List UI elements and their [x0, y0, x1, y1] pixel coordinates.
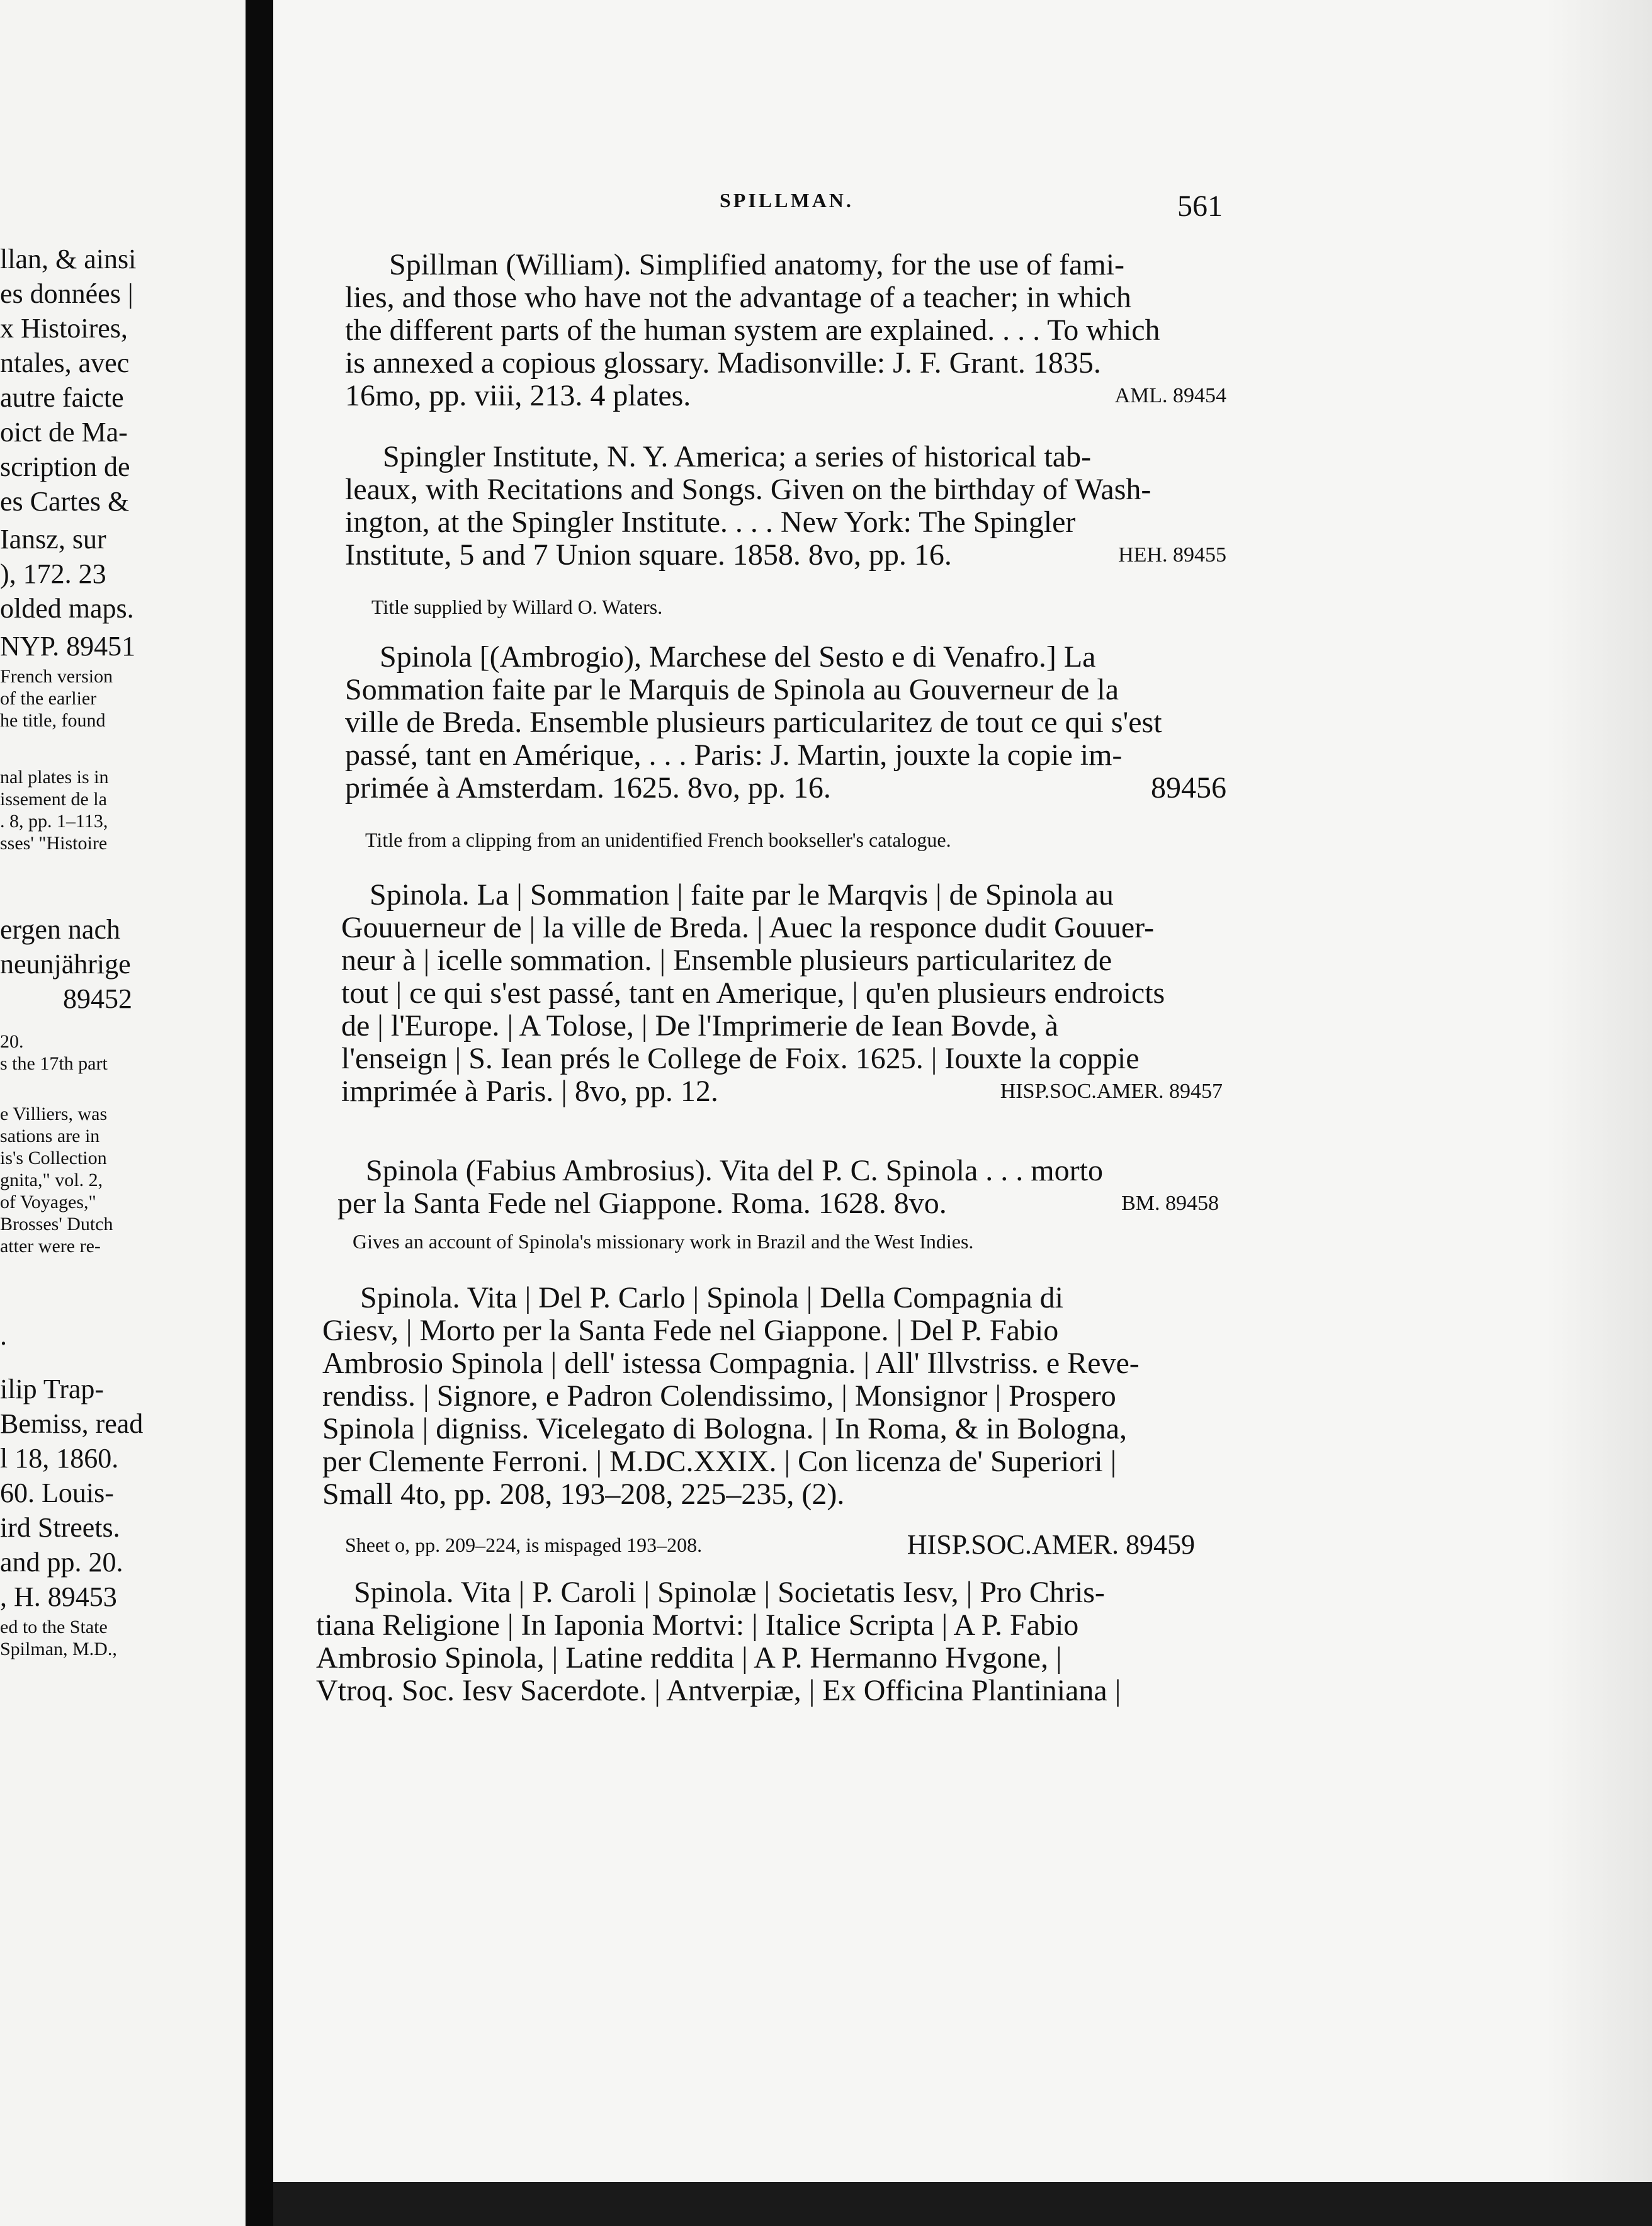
- entry-line: per la Santa Fede nel Giappone. Roma. 1628. 8vo. BM. 89458: [337, 1187, 1219, 1220]
- left-page-line: oict de Ma-: [0, 417, 128, 448]
- entry-line: Spinola [(Ambrogio), Marchese del Sesto e di Venafro.] La: [380, 640, 1096, 674]
- entry-line: imprimée à Paris. | 8vo, pp. 12. HISP.SOC.AMER. 89457: [341, 1075, 1223, 1108]
- entry-line: Ambrosio Spinola | dell' istessa Compagnia. | All' Illvstriss. e Reve-: [322, 1347, 1140, 1380]
- entry-line: per Clemente Ferroni. | M.DC.XXIX. | Con licenza de' Superiori |: [322, 1445, 1117, 1478]
- entry-89454: [345, 249, 1226, 412]
- entry-line: Spinola (Fabius Ambrosius). Vita del P. C. Spinola . . . morto: [366, 1154, 1103, 1187]
- left-page-line: ntales, avec: [0, 347, 130, 378]
- entry-line: l'enseign | S. Iean prés le College de Foix. 1625. | Iouxte la coppie: [341, 1042, 1140, 1075]
- entry-89458: [337, 1155, 1219, 1220]
- entry-89459: [322, 1282, 1204, 1511]
- entry-line: Gouuerneur de | la ville de Breda. | Auec la responce dudit Gouuer-: [341, 911, 1155, 944]
- entry-line: ington, at the Spingler Institute. . . . New York: The Spingler: [345, 506, 1076, 539]
- left-page-line: sses' "Histoire: [0, 833, 108, 854]
- left-page-line: he title, found: [0, 710, 106, 731]
- left-page-line: , H. 89453: [0, 1581, 117, 1612]
- entry-89456: [345, 641, 1226, 805]
- left-page-line: of Voyages,": [0, 1192, 96, 1212]
- entry-ref: HISP.SOC.AMER. 89457: [1000, 1080, 1223, 1103]
- left-page-line: Iansz, sur: [0, 524, 106, 555]
- left-page-line: . 8, pp. 1–113,: [0, 811, 108, 832]
- left-page-line: NYP. 89451: [0, 631, 136, 662]
- entry-line: ville de Breda. Ensemble plusieurs particularitez de tout ce qui s'est: [345, 706, 1162, 739]
- entry-89455: [345, 441, 1226, 572]
- entry-line: Giesv, | Morto per la Santa Fede nel Giappone. | Del P. Fabio: [322, 1314, 1059, 1347]
- entry-line: Institute, 5 and 7 Union square. 1858. 8vo, pp. 16. HEH. 89455: [345, 538, 1226, 572]
- entry-ref: 89456: [1151, 771, 1226, 805]
- entry-line: Ambrosio Spinola, | Latine reddita | A P. Hermanno Hvgone, |: [316, 1641, 1062, 1675]
- entry-line: Spinola. La | Sommation | faite par le Marqvis | de Spinola au: [370, 878, 1114, 912]
- left-page-line: 20.: [0, 1031, 24, 1052]
- page-edge-shadow: [1545, 0, 1652, 2226]
- left-page-line: es données |: [0, 278, 133, 309]
- left-page-line: autre faicte: [0, 382, 124, 413]
- entry-line: primée à Amsterdam. 1625. 8vo, pp. 16. 89456: [345, 771, 1226, 805]
- entry-line: the different parts of the human system are explained. . . . To which: [345, 314, 1160, 347]
- page-bottom-edge: [273, 2182, 1652, 2226]
- left-page-line: .: [0, 1320, 7, 1351]
- left-page-line: olded maps.: [0, 593, 134, 624]
- left-page-line: French version: [0, 666, 113, 687]
- left-page-line: issement de la: [0, 789, 107, 810]
- entry-line: 16mo, pp. viii, 213. 4 plates. AML. 89454: [345, 379, 1226, 412]
- entry-line: tout | ce qui s'est passé, tant en Amerique, | qu'en plusieurs endroicts: [341, 976, 1165, 1010]
- entry-ref: BM. 89458: [1121, 1192, 1219, 1215]
- entry-line: Spinola. Vita | P. Caroli | Spinolæ | Societatis Iesv, | Pro Chris-: [354, 1576, 1105, 1609]
- left-page-line: ed to the State: [0, 1617, 108, 1637]
- entry-line: Vtroq. Soc. Iesv Sacerdote. | Antverpiæ, | Ex Officina Plantiniana |: [316, 1674, 1121, 1707]
- left-page-line: 89452: [63, 983, 132, 1014]
- entry-89457: [341, 879, 1223, 1108]
- entry-line: Spingler Institute, N. Y. America; a series of historical tab-: [383, 440, 1092, 473]
- left-page-line: ilip Trap-: [0, 1374, 105, 1404]
- left-page-line: ), 172. 23: [0, 558, 106, 589]
- left-page-line: Spilman, M.D.,: [0, 1639, 117, 1659]
- left-page-line: Brosses' Dutch: [0, 1214, 113, 1234]
- left-page-line: 60. Louis-: [0, 1477, 114, 1508]
- entry-line: passé, tant en Amérique, . . . Paris: J. Martin, jouxte la copie im-: [345, 738, 1123, 772]
- entry-line: Small 4to, pp. 208, 193–208, 225–235, (2).: [322, 1477, 845, 1511]
- entry-line: rendiss. | Signore, e Padron Colendissimo, | Monsignor | Prospero: [322, 1379, 1116, 1413]
- left-page-fragment: [0, 0, 246, 2226]
- left-page-line: atter were re-: [0, 1236, 101, 1257]
- entry-note: Title from a clipping from an unidentified French bookseller's catalogue.: [365, 828, 951, 851]
- left-page-line: nal plates is in: [0, 767, 109, 788]
- entry-ref: HEH. 89455: [1118, 543, 1226, 567]
- left-page-line: l 18, 1860.: [0, 1443, 119, 1474]
- left-page-line: ird Streets.: [0, 1512, 120, 1543]
- entry-note: Sheet o, pp. 209–224, is mispaged 193–208. HISP.SOC.AMER. 89459: [345, 1529, 1195, 1560]
- entry-line: neur à | icelle sommation. | Ensemble plusieurs particularitez de: [341, 944, 1112, 977]
- entry-spinola-vita-latin: [316, 1576, 1197, 1707]
- entry-line: Sommation faite par le Marquis de Spinola au Gouverneur de la: [345, 673, 1119, 706]
- left-page-line: scription de: [0, 451, 130, 482]
- entry-ref: AML. 89454: [1114, 384, 1226, 407]
- entry-line: de | l'Europe. | A Tolose, | De l'Imprimerie de Iean Bovde, à: [341, 1009, 1058, 1042]
- entry-line: leaux, with Recitations and Songs. Given on the birthday of Wash-: [345, 473, 1151, 506]
- entry-note: Title supplied by Willard O. Waters.: [371, 596, 663, 618]
- left-page-line: is's Collection: [0, 1148, 107, 1168]
- left-page-line: s the 17th part: [0, 1053, 108, 1074]
- entry-line: Spinola. Vita | Del P. Carlo | Spinola | Della Compagnia di: [360, 1281, 1063, 1314]
- book-gutter: [246, 0, 273, 2226]
- entry-line: is annexed a copious glossary. Madisonville: J. F. Grant. 1835.: [345, 346, 1101, 380]
- entry-line: tiana Religione | In Iaponia Mortvi: | Italice Scripta | A P. Fabio: [316, 1608, 1079, 1642]
- entry-line: lies, and those who have not the advantage of a teacher; in which: [345, 281, 1131, 314]
- left-page-line: ergen nach: [0, 914, 120, 945]
- left-page-line: sations are in: [0, 1126, 100, 1146]
- left-page-line: and pp. 20.: [0, 1547, 123, 1578]
- left-page-line: e Villiers, was: [0, 1104, 108, 1124]
- left-page-line: of the earlier: [0, 688, 97, 709]
- page-number: 561: [1177, 189, 1223, 223]
- left-page-line: gnita," vol. 2,: [0, 1170, 103, 1190]
- left-page-line: es Cartes &: [0, 486, 130, 517]
- left-page-line: Bemiss, read: [0, 1408, 144, 1439]
- entry-ref: HISP.SOC.AMER. 89459: [907, 1529, 1195, 1560]
- entry-line: Spinola | digniss. Vicelegato di Bologna. | In Roma, & in Bologna,: [322, 1412, 1128, 1445]
- left-page-line: llan, & ainsi: [0, 244, 137, 274]
- left-page-line: neunjährige: [0, 949, 131, 980]
- running-title: SPILLMAN.: [720, 189, 854, 212]
- left-page-line: x Histoires,: [0, 313, 128, 344]
- entry-note: Gives an account of Spinola's missionary work in Brazil and the West Indies.: [353, 1230, 974, 1253]
- entry-line: Spillman (William). Simplified anatomy, for the use of fami-: [389, 248, 1125, 281]
